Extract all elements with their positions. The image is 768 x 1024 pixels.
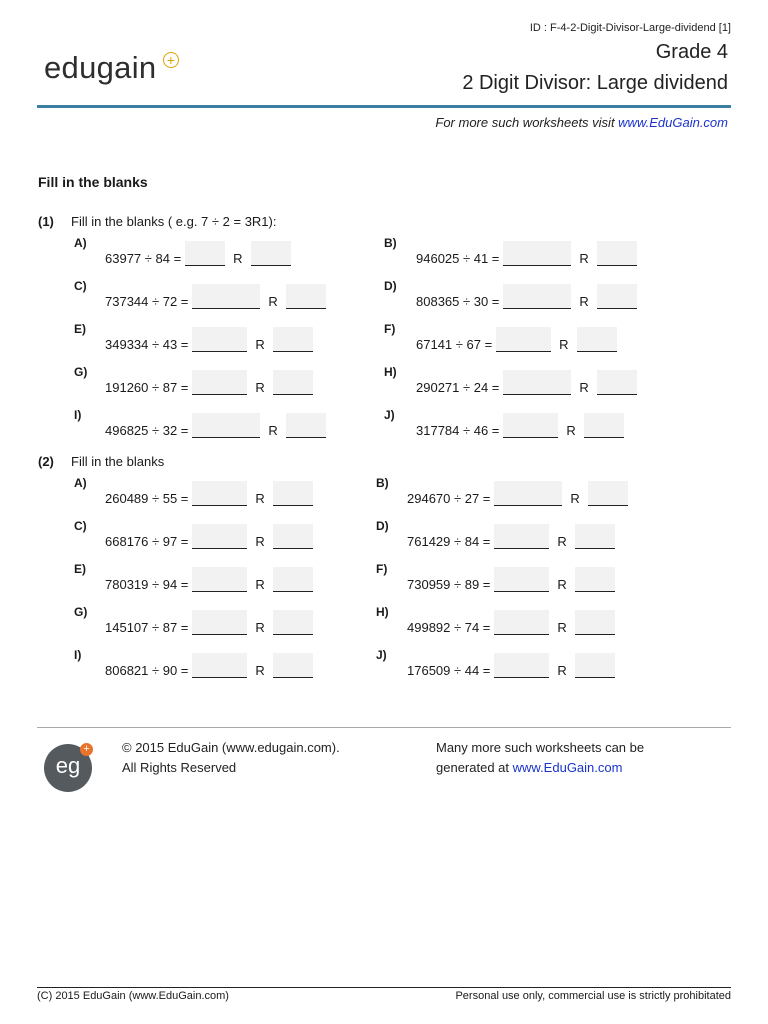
problem [407,481,632,506]
problem-text: 499892 ÷ 74 = [407,620,491,635]
remainder-label: R [579,380,589,395]
remainder-blank[interactable] [597,284,637,309]
item-letter: F) [384,322,396,336]
problem [105,567,317,592]
remainder-blank[interactable] [575,567,615,592]
problem-text: 806821 ÷ 90 = [105,663,189,678]
item-letter: A) [74,476,87,490]
problem [416,241,641,266]
remainder-label: R [570,491,580,506]
edugain-footer-link[interactable]: www.EduGain.com [512,760,623,775]
problem-text: 290271 ÷ 24 = [416,380,500,395]
item-letter: B) [384,236,397,250]
grade-title: Grade 4 [655,41,728,63]
more-text: For more such worksheets visit [435,115,619,130]
remainder-label: R [255,337,265,352]
remainder-blank[interactable] [273,327,313,352]
document-id: ID : F-4-2-Digit-Divisor-Large-dividend [1] [529,22,731,34]
edugain-link[interactable]: www.EduGain.com [618,115,728,130]
copyright-line: © 2015 EduGain (www.edugain.com). [122,740,340,755]
problem-text: 191260 ÷ 87 = [105,380,189,395]
remainder-blank[interactable] [273,653,313,678]
remainder-label: R [579,294,589,309]
remainder-label: R [559,337,569,352]
problem [416,413,628,438]
problem [407,524,619,549]
problem-text: 946025 ÷ 41 = [416,251,500,266]
problem [416,284,641,309]
quotient-blank[interactable] [503,284,571,309]
remainder-blank[interactable] [273,524,313,549]
remainder-label: R [268,423,278,438]
remainder-label: R [566,423,576,438]
problem-text: 668176 ÷ 97 = [105,534,189,549]
problem [105,653,317,678]
item-letter: G) [74,365,88,379]
remainder-label: R [255,663,265,678]
remainder-blank[interactable] [575,524,615,549]
problem-text: 67141 ÷ 67 = [416,337,493,352]
quotient-blank[interactable] [494,524,549,549]
item-letter: D) [376,519,389,533]
eg-plus-icon: + [80,743,93,756]
item-letter: I) [74,648,82,662]
item-letter: F) [376,562,388,576]
footer-divider [37,727,731,728]
bottom-divider [37,987,731,988]
quotient-blank[interactable] [494,481,562,506]
problem-text: 145107 ÷ 87 = [105,620,189,635]
item-letter: J) [384,408,395,422]
copyright-block [122,738,340,778]
remainder-label: R [255,577,265,592]
quotient-blank[interactable] [496,327,551,352]
remainder-blank[interactable] [597,370,637,395]
topic-title: 2 Digit Divisor: Large dividend [462,72,728,94]
remainder-label: R [557,620,567,635]
remainder-label: R [255,534,265,549]
quotient-blank[interactable] [192,653,247,678]
problem [105,284,330,309]
quotient-blank[interactable] [192,524,247,549]
problem [407,567,619,592]
problem [105,481,317,506]
logo-text: edugain [44,50,157,85]
problem-text: 317784 ÷ 46 = [416,423,500,438]
question-number: (1) [38,214,54,229]
item-letter: C) [74,519,87,533]
remainder-blank[interactable] [584,413,624,438]
problem [105,524,317,549]
remainder-label: R [579,251,589,266]
remainder-label: R [255,620,265,635]
quotient-blank[interactable] [494,610,549,635]
item-letter: H) [376,605,389,619]
item-letter: D) [384,279,397,293]
problem-text: 808365 ÷ 30 = [416,294,500,309]
problem-text: 349334 ÷ 43 = [105,337,189,352]
remainder-blank[interactable] [577,327,617,352]
rights-line: All Rights Reserved [122,760,237,775]
quotient-blank[interactable] [192,610,247,635]
item-letter: H) [384,365,397,379]
quotient-blank[interactable] [494,567,549,592]
generated-text: generated at [436,760,513,775]
item-letter: C) [74,279,87,293]
problem [105,327,317,352]
quotient-blank[interactable] [185,241,225,266]
problem [416,327,621,352]
item-letter: J) [376,648,387,662]
logo-plus-icon: + [163,52,179,68]
problem [105,610,317,635]
section-title: Fill in the blanks [38,174,148,190]
header-divider [37,105,731,108]
item-letter: E) [74,322,86,336]
remainder-blank[interactable] [273,481,313,506]
item-letter: B) [376,476,389,490]
quotient-blank[interactable] [192,370,247,395]
remainder-blank[interactable] [273,610,313,635]
problem [416,370,641,395]
problem-text: 294670 ÷ 27 = [407,491,491,506]
problem [105,413,330,438]
remainder-blank[interactable] [597,241,637,266]
problem [407,653,619,678]
remainder-blank[interactable] [575,653,615,678]
remainder-blank[interactable] [273,567,313,592]
item-letter: A) [74,236,87,250]
eg-logo-text: eg [55,753,81,778]
remainder-label: R [255,380,265,395]
more-line: Many more such worksheets can be [436,740,645,755]
remainder-blank[interactable] [286,413,326,438]
item-letter: I) [74,408,82,422]
remainder-label: R [255,491,265,506]
problem-text: 260489 ÷ 55 = [105,491,189,506]
quotient-blank[interactable] [503,370,571,395]
problem [105,241,295,266]
problem-text: 737344 ÷ 72 = [105,294,189,309]
bottom-copyright: (C) 2015 EduGain (www.EduGain.com) [37,990,229,1002]
problem-text: 496825 ÷ 32 = [105,423,189,438]
usage-notice: Personal use only, commercial use is strictly prohibitated [455,990,731,1002]
remainder-label: R [233,251,243,266]
remainder-label: R [557,534,567,549]
quotient-blank[interactable] [192,567,247,592]
quotient-blank[interactable] [192,327,247,352]
problem-text: 730959 ÷ 89 = [407,577,491,592]
remainder-blank[interactable] [273,370,313,395]
remainder-blank[interactable] [286,284,326,309]
problem-text: 780319 ÷ 94 = [105,577,189,592]
problem [407,610,619,635]
question-number: (2) [38,454,54,469]
generated-line [436,758,644,778]
more-worksheets-line [435,115,728,130]
quotient-blank[interactable] [192,481,247,506]
remainder-blank[interactable] [588,481,628,506]
quotient-blank[interactable] [503,241,571,266]
edugain-logo [44,50,176,86]
item-letter: G) [74,605,88,619]
remainder-label: R [268,294,278,309]
question-text: Fill in the blanks [71,454,165,469]
item-letter: E) [74,562,86,576]
remainder-label: R [557,663,567,678]
problem-text: 761429 ÷ 84 = [407,534,491,549]
remainder-blank[interactable] [575,610,615,635]
problem-text: 176509 ÷ 44 = [407,663,491,678]
eg-logo-icon [44,744,92,792]
problem [105,370,317,395]
quotient-blank[interactable] [192,413,260,438]
quotient-blank[interactable] [192,284,260,309]
problem-text: 63977 ÷ 84 = [105,251,182,266]
remainder-label: R [557,577,567,592]
question-text: Fill in the blanks ( e.g. 7 ÷ 2 = 3R1): [71,214,277,229]
quotient-blank[interactable] [494,653,549,678]
remainder-blank[interactable] [251,241,291,266]
more-worksheets-block [436,738,644,778]
quotient-blank[interactable] [503,413,558,438]
